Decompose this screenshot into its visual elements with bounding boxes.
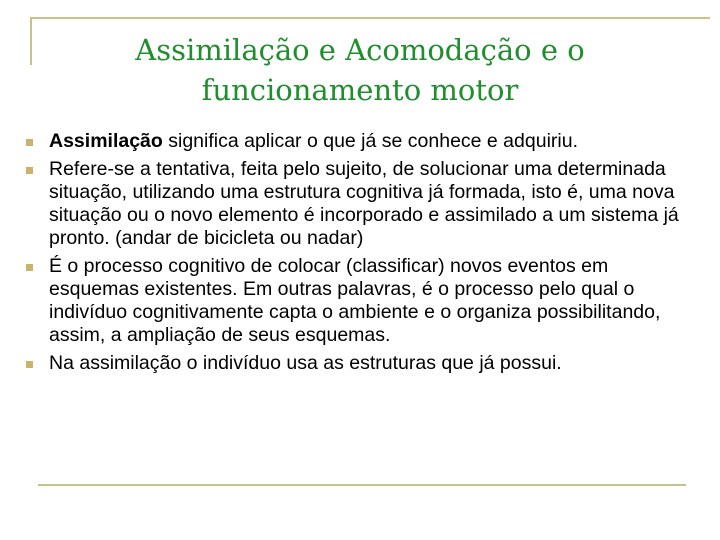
square-bullet-icon (26, 139, 33, 146)
frame-top-line (30, 17, 710, 19)
bullet-list (22, 130, 702, 380)
square-bullet-icon (26, 361, 33, 368)
square-bullet-icon (26, 264, 33, 271)
bullet-item-4 (22, 352, 702, 375)
bullet-item-3 (22, 255, 702, 347)
square-bullet-icon (26, 167, 33, 174)
bullet-1-bold-term: Assimilação (49, 130, 163, 152)
bullet-2-text: Refere-se a tentativa, feita pelo sujeito, de solucionar uma determinada situação, utilizando uma estrutura cognitiva já formada, isto é, uma nova situação ou o novo elemento é incorporado e assimilado a um sistema já pronto. (andar de bicicleta ou nadar) (49, 158, 679, 249)
slide-title-line-2: funcionamento motor (201, 73, 519, 107)
slide-title (60, 30, 660, 110)
bullet-1-text: significa aplicar o que já se conhece e adquiriu. (162, 130, 578, 152)
bullet-item-2 (22, 158, 702, 250)
slide-title-line-1: Assimilação e Acomodação e o (135, 33, 585, 67)
bullet-item-1 (22, 130, 702, 153)
frame-bottom-line (38, 484, 686, 486)
bullet-4-text: Na assimilação o indivíduo usa as estruturas que já possui. (49, 352, 562, 374)
bullet-3-text: É o processo cognitivo de colocar (classificar) novos eventos em esquemas existentes. Em outras palavras, é o processo pelo qual o indivíduo cognitivamente capta o ambiente e o organiza possibilitando, assim, a ampliação de seus esquemas. (49, 255, 661, 346)
frame-left-line (30, 17, 32, 65)
